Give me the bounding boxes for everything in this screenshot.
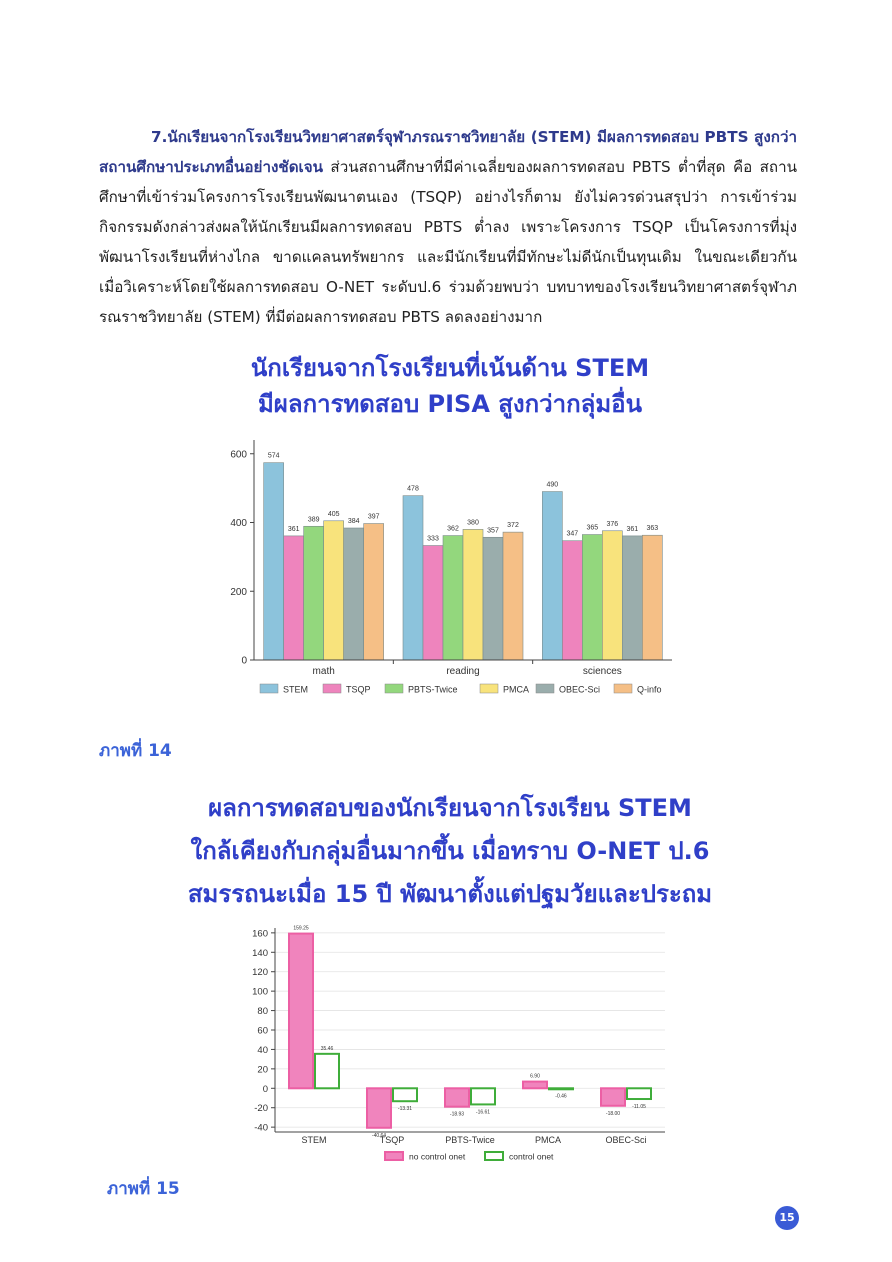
chart2-legend-label: control onet <box>509 1151 554 1162</box>
chart1-value-label: 574 <box>267 452 280 460</box>
chart2-bar <box>367 1088 391 1127</box>
chart2-bar <box>471 1088 495 1104</box>
chart1-bar <box>304 526 324 660</box>
chart1-bar <box>403 496 423 660</box>
chart2-ytick-label: 80 <box>257 1006 268 1018</box>
chart1-value-label: 384 <box>347 518 360 525</box>
chart2-legend-label: no control onet <box>409 1151 466 1162</box>
chart2-value-label: 35.46 <box>320 1045 334 1052</box>
chart1-value-label: 347 <box>566 530 579 538</box>
chart1-xtick-label: reading <box>446 666 480 677</box>
chart2-bar <box>523 1082 547 1089</box>
chart2-ytick-label: 120 <box>252 967 268 979</box>
chart2-value-label: -16.61 <box>475 1109 491 1116</box>
chart2-ytick-label: 160 <box>252 928 268 940</box>
chart1-bar <box>284 536 304 660</box>
chart1-value-label: 361 <box>626 525 639 533</box>
chart2-bar <box>445 1088 469 1106</box>
chart1-legend-label: STEM <box>283 684 309 695</box>
chart2-xtick-label: STEM <box>301 1135 327 1145</box>
chart2-bar <box>315 1054 339 1088</box>
chart1-ytick-label: 600 <box>230 449 247 461</box>
chart1-legend-swatch <box>323 684 341 693</box>
chart2-ytick-label: 60 <box>257 1025 268 1037</box>
chart1-value-label: 365 <box>586 524 599 532</box>
chart1-bar <box>562 541 582 660</box>
chart1-bar <box>582 535 602 660</box>
chart1-bar <box>503 532 523 660</box>
chart2-bar <box>549 1088 573 1089</box>
chart1-legend-swatch <box>480 684 498 693</box>
chart1-value-label: 362 <box>447 525 459 533</box>
chart2-ytick-label: 100 <box>252 986 268 998</box>
chart1-value-label: 357 <box>487 527 499 535</box>
chart2-value-label: -0.46 <box>555 1093 567 1100</box>
figure2-title <box>100 787 800 916</box>
chart1-legend-label: TSQP <box>346 684 371 695</box>
figure2-title-line1: ผลการทดสอบของนักเรียนจากโรงเรียน STEM <box>208 794 692 822</box>
chart2-value-label: -13.31 <box>397 1106 413 1113</box>
chart2-legend-swatch <box>485 1152 503 1160</box>
chart1-value-label: 478 <box>407 485 419 493</box>
chart2-value-label: -18.93 <box>449 1111 465 1118</box>
chart2-legend-swatch <box>385 1152 403 1160</box>
chart1-bar <box>483 537 503 660</box>
chart1-ytick-label: 400 <box>230 518 247 529</box>
chart2-ytick-label: -40 <box>254 1122 268 1134</box>
body-paragraph <box>99 122 797 332</box>
chart1-legend-label: OBEC-Sci <box>559 684 601 695</box>
figure1-caption: ภาพที่ 14 <box>99 741 172 761</box>
chart1-bar <box>264 463 284 660</box>
chart1-legend-label: PBTS-Twice <box>408 684 458 695</box>
chart1-bar <box>364 524 384 660</box>
chart1-bar <box>642 535 662 660</box>
chart2-ytick-label: 140 <box>252 947 268 959</box>
chart1-bar <box>324 521 344 660</box>
chart1-bar <box>443 536 463 660</box>
chart1-bar <box>423 546 443 660</box>
chart2-ytick-label: 40 <box>257 1044 268 1056</box>
chart2-value-label: -11.05 <box>632 1104 646 1111</box>
chart2-value-label: 6.90 <box>530 1073 540 1080</box>
chart1-legend-swatch <box>260 684 278 693</box>
chart1-bar <box>602 531 622 660</box>
chart1-xtick-label: math <box>312 666 335 677</box>
chart1-value-label: 361 <box>287 525 300 533</box>
figure1-title <box>100 350 800 422</box>
pisa-bar-chart <box>218 436 688 704</box>
chart2-xtick-label: TSQP <box>379 1135 405 1145</box>
chart2-ytick-label: 20 <box>257 1064 268 1076</box>
figure2-caption: ภาพที่ 15 <box>107 1179 180 1199</box>
chart1-value-label: 405 <box>327 510 340 518</box>
page-number: 15 <box>775 1206 799 1230</box>
chart1-value-label: 380 <box>467 519 479 527</box>
chart1-xtick-label: sciences <box>582 666 622 677</box>
chart2-xtick-label: PBTS-Twice <box>445 1135 495 1145</box>
figure2-title-line3: สมรรถนะเมื่อ 15 ปี พัฒนาตั้งแต่ปฐมวัยและประถม <box>187 880 713 908</box>
paragraph-body: ส่วนสถานศึกษาที่มีค่าเฉลี่ยของผลการทดสอบ PBTS ต่ำที่สุด คือ สถานศึกษาที่เข้าร่วมโครงการโรงเรียนพัฒนาตนเอง (TSQP) อย่างไรก็ตาม ยังไม่ควรด่วนสรุปว่า การเข้าร่วมกิจกรรมดังกล่าวส่งผลให้นักเรียนมีผลการทดสอบ PBTS ต่ำลง เพราะโครงการ TSQP เป็นโครงการที่มุ่งพัฒนาโรงเรียนที่ห่างไกล ขาดแคลนทรัพยากร และมีนักเรียนที่มีทักษะไม่ดีนักเป็นทุนเดิม ในขณะเดียวกัน เมื่อวิเคราะห์โดยใช้ผลการทดสอบ O-NET ระดับป.6 ร่วมด้วยพบว่า บทบาทของโรงเรียนวิทยาศาสตร์จุฬาภรณราชวิทยาลัย (STEM) ที่มีต่อผลการทดสอบ PBTS ลดลงอย่างมาก <box>99 158 797 326</box>
chart1-bar <box>344 528 364 660</box>
chart1-value-label: 372 <box>507 522 519 530</box>
chart1-value-label: 363 <box>646 525 659 533</box>
chart1-legend-label: Q-info <box>637 684 662 695</box>
paragraph-bold-lead: 7.นักเรียนจากโรงเรียนวิทยาศาสตร์จุฬาภรณราชวิทยาลัย (STEM) มีผลการทดสอบ PBTS สูงกว่าสถานศึกษาประเภทอื่นอย่างชัดเจน <box>99 128 797 176</box>
chart1-value-label: 376 <box>606 520 619 528</box>
chart1-legend-swatch <box>614 684 632 693</box>
chart1-legend-label: PMCA <box>503 684 530 695</box>
chart2-xtick-label: OBEC-Sci <box>605 1135 647 1145</box>
chart1-value-label: 389 <box>307 516 320 524</box>
chart1-ytick-label: 0 <box>241 655 247 667</box>
chart1-value-label: 333 <box>427 535 439 543</box>
chart1-ytick-label: 200 <box>230 586 247 598</box>
chart2-bar <box>627 1088 651 1099</box>
chart1-bar <box>622 536 642 660</box>
chart1-bar <box>542 492 562 660</box>
figure2-title-line2: ใกล้เคียงกับกลุ่มอื่นมากขึ้น เมื่อทราบ O-NET ป.6 <box>190 837 710 865</box>
chart2-value-label: 159.25 <box>293 925 309 932</box>
figure1-title-line1: นักเรียนจากโรงเรียนที่เน้นด้าน STEM <box>250 354 650 382</box>
chart2-bar <box>289 934 313 1089</box>
chart2-xtick-label: PMCA <box>534 1135 562 1145</box>
chart2-ytick-label: -20 <box>254 1103 268 1115</box>
chart2-ytick-label: 0 <box>262 1083 268 1095</box>
chart1-legend-swatch <box>385 684 403 693</box>
chart2-value-label: -18.00 <box>605 1110 621 1117</box>
chart1-bar <box>463 529 483 660</box>
onet-effect-bar-chart <box>245 922 675 1167</box>
chart1-legend-swatch <box>536 684 554 693</box>
figure1-title-line2: มีผลการทดสอบ PISA สูงกว่ากลุ่มอื่น <box>257 390 642 418</box>
chart1-value-label: 490 <box>546 481 559 489</box>
chart2-value-label: -40.64 <box>371 1132 387 1139</box>
chart2-bar <box>393 1088 417 1101</box>
chart2-bar <box>601 1088 625 1105</box>
chart1-value-label: 397 <box>367 513 380 521</box>
